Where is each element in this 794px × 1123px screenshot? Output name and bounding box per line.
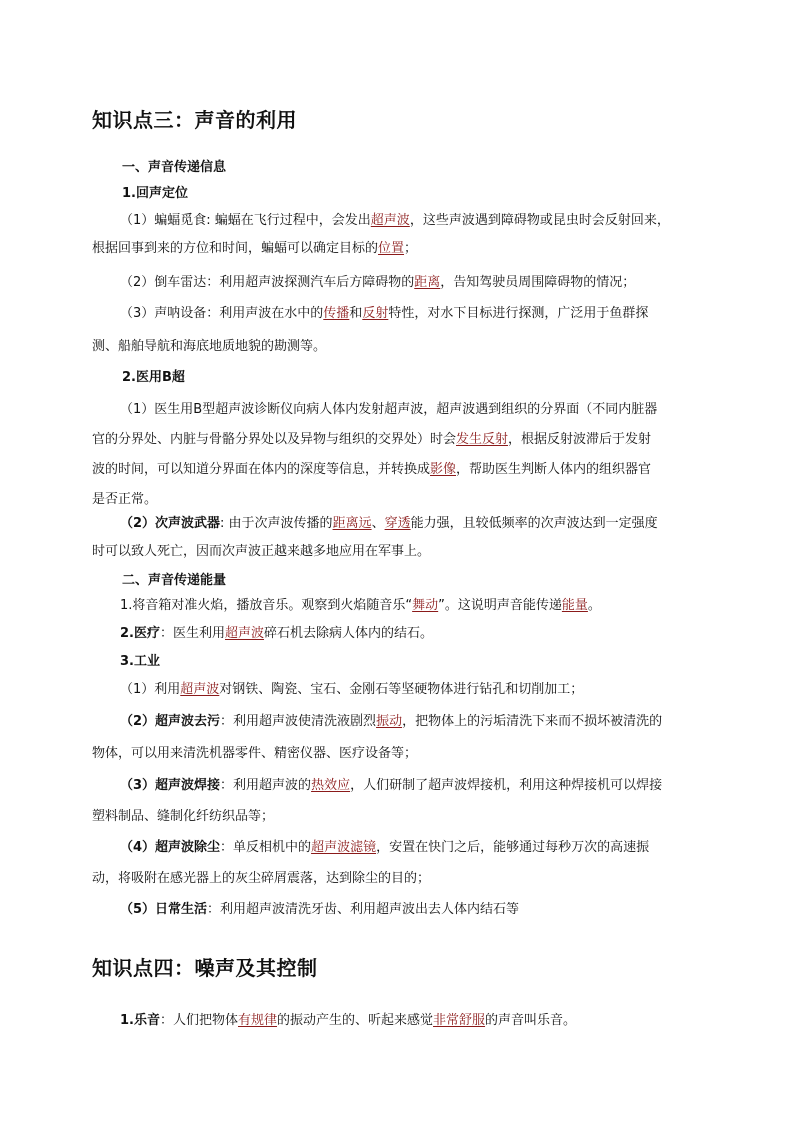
paragraph-line: 波的时间，可以知道分界面在体内的深度等信息，并转换成影像，帮助医生判断人体内的组织器官: [92, 462, 652, 477]
section-heading-3: 知识点三：声音的利用: [92, 108, 297, 132]
paragraph-line: 根据回事到来的方位和时间，蝙蝠可以确定目标的位置；: [92, 241, 418, 256]
keyword: 发生反射: [456, 432, 509, 447]
paragraph-line: 测、船舶导航和海底地质地貌的勘测等。: [92, 339, 327, 354]
keyword: 穿透: [384, 516, 411, 531]
keyword: 距离: [414, 275, 441, 290]
paragraph-line: 塑料制品、缝制化纤纺织品等；: [92, 809, 275, 824]
paragraph-line: 1.将音箱对准火焰，播放音乐。观察到火焰随音乐“舞动”。这说明声音能传递能量。: [120, 598, 601, 613]
item-echo-location: 1.回声定位: [122, 186, 188, 201]
keyword: 位置: [378, 241, 405, 256]
paragraph-line: （4）超声波除尘：单反相机中的超声波滤镜，安置在快门之后，能够通过每秒万次的高速振: [120, 840, 650, 855]
paragraph-line: 2.医疗：医生利用超声波碎石机去除病人体内的结石。: [120, 626, 434, 641]
keyword: 振动: [376, 714, 403, 729]
keyword: 舞动: [412, 598, 439, 613]
paragraph-line: 时可以致人死亡，因而次声波正越来越多地应用在军事上。: [92, 544, 431, 559]
paragraph-line: （5）日常生活：利用超声波清洗牙齿、利用超声波出去人体内结石等: [120, 902, 520, 917]
keyword: 超声波: [180, 682, 220, 697]
keyword: 能量: [561, 598, 588, 613]
keyword: 热效应: [311, 778, 351, 793]
paragraph-line: （1）医生用B型超声波诊断仪向病人体内发射超声波，超声波遇到组织的分界面（不同内脏器: [120, 402, 658, 417]
keyword: 有规律: [238, 1013, 278, 1028]
paragraph-line: 动，将吸附在感光器上的灰尘碎屑震落，达到除尘的目的；: [92, 871, 431, 886]
keyword: 非常舒服: [433, 1013, 486, 1028]
paragraph-line: （2）次声波武器: 由于次声波传播的距离远、穿透能力强，且较低频率的次声波达到一定强度: [120, 516, 658, 531]
keyword: 反射: [362, 306, 389, 321]
paragraph-line: 物体，可以用来清洗机器零件、精密仪器、医疗设备等；: [92, 746, 418, 761]
paragraph-line: 是否正常。: [92, 492, 158, 507]
paragraph-line: 1.乐音：人们把物体有规律的振动产生的、听起来感觉非常舒服的声音叫乐音。: [120, 1013, 577, 1028]
section-heading-4: 知识点四：噪声及其控制: [92, 956, 318, 980]
paragraph-line: （3）超声波焊接：利用超声波的热效应，人们研制了超声波焊接机，利用这种焊接机可以焊接: [120, 778, 663, 793]
paragraph-line: （1）蝙蝠觅食: 蝙蝠在飞行过程中，会发出超声波，这些声波遇到障碍物或昆虫时会反射回来，: [120, 213, 670, 228]
keyword: 超声波: [225, 626, 265, 641]
paragraph-line: （3）声呐设备：利用声波在水中的传播和反射特性，对水下目标进行探测，广泛用于鱼群探: [120, 306, 649, 321]
item-industry: 3.工业: [120, 654, 160, 669]
paragraph-line: 官的分界处、内脏与骨骼分界处以及异物与组织的交界处）时会发生反射，根据反射波滞后于发射: [92, 432, 652, 447]
paragraph-line: （2）倒车雷达：利用超声波探测汽车后方障碍物的距离，告知驾驶员周围障碍物的情况；: [120, 275, 636, 290]
keyword: 距离远: [332, 516, 372, 531]
paragraph-line: （1）利用超声波对钢铁、陶瓷、宝石、金刚石等坚硬物体进行钻孔和切削加工；: [120, 682, 584, 697]
keyword: 超声波滤镜: [311, 840, 377, 855]
keyword: 超声波: [370, 213, 410, 228]
paragraph-line: （2）超声波去污：利用超声波使清洗液剧烈振动，把物体上的污垢清洗下来而不损坏被清洗的: [120, 714, 663, 729]
keyword: 影像: [430, 462, 457, 477]
subheading-sound-info: 一、声音传递信息: [122, 160, 227, 175]
keyword: 传播: [323, 306, 350, 321]
subheading-sound-energy: 二、声音传递能量: [122, 573, 227, 588]
item-medical-b-ultrasound: 2.医用B超: [122, 370, 185, 385]
